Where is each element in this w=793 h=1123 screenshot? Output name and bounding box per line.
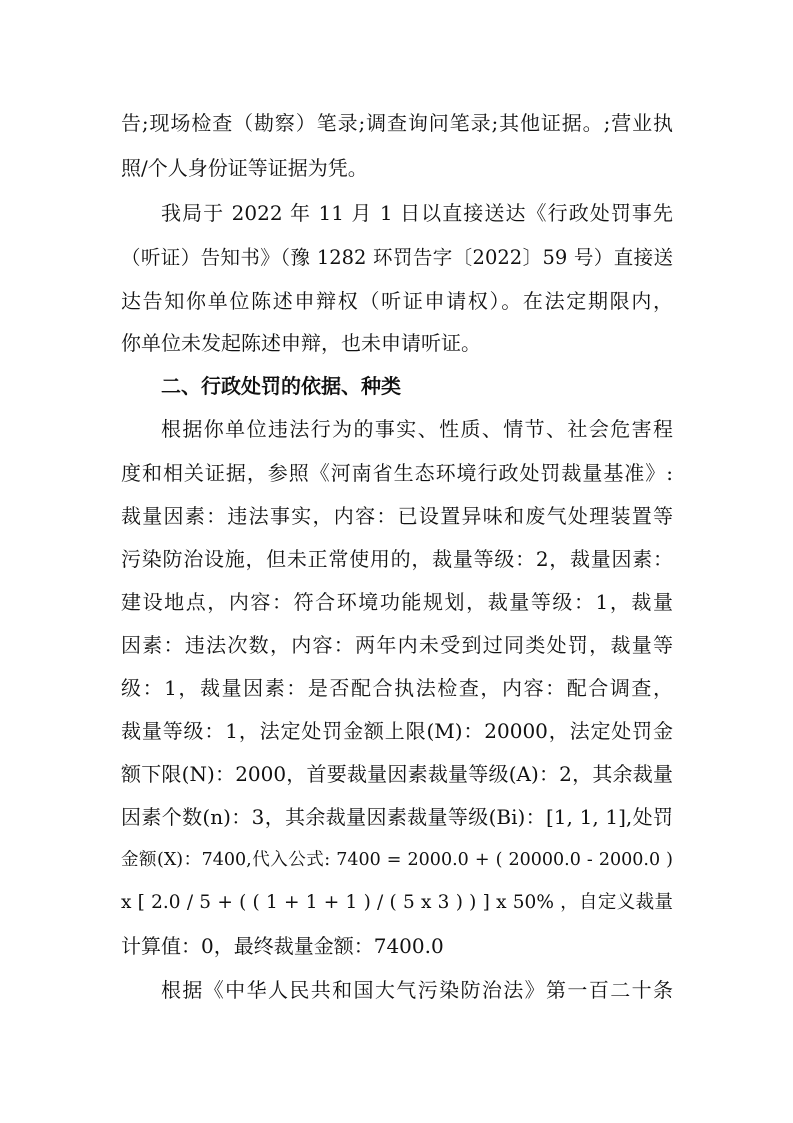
text-line: 我局于 2022 年 11 月 1 日以直接送达《行政处罚事先 [161,201,673,225]
text-line: 计算值：0，最终裁量金额：7400.0 [121,934,444,958]
text-line: 达告知你单位陈述申辩权（听证申请权）。在法定期限内， [121,289,673,313]
text-line: 额下限(N)：2000，首要裁量因素裁量等级(A)：2，其余裁量 [121,762,673,786]
text-line: 告;现场检查（勘察）笔录;调查询问笔录;其他证据。;营业执 [121,111,673,135]
text-line: 因素个数(n)：3，其余裁量因素裁量等级(Bi)：[1, 1, 1],处罚 [121,805,673,829]
text-line: 根据你单位违法行为的事实、性质、情节、社会危害程 [161,417,673,441]
text-line: 根据《中华人民共和国大气污染防治法》第一百二十条 [161,978,673,1002]
text-line: x [ 2.0 / 5 + ( ( 1 + 1 + 1 ) / ( 5 x 3 ) ) ] x 50% ，自定义裁量 [121,892,673,913]
text-line: 照/个人身份证等证据为凭。 [121,156,368,180]
text-line: 因素：违法次数，内容：两年内未受到过同类处罚，裁量等 [121,633,673,657]
section-heading: 二、行政处罚的依据、种类 [161,374,401,398]
text-line: 建设地点，内容：符合环境功能规划，裁量等级：1，裁量 [121,590,673,614]
text-line: 污染防治设施，但未正常使用的，裁量等级：2，裁量因素： [121,547,673,571]
text-line: 金额(X)：7400,代入公式: 7400 = 2000.0 + ( 20000.0 - 2000.0 ) [121,850,673,870]
text-line: 裁量因素：违法事实，内容：已设置异味和废气处理装置等 [121,504,673,528]
text-line: 你单位未发起陈述申辩，也未申请听证。 [121,331,481,355]
text-line: 级：1，裁量因素：是否配合执法检查，内容：配合调查， [121,676,673,700]
text-line: （听证）告知书》（豫 1282 环罚告字〔2022〕59 号）直接送 [121,246,673,269]
text-line: 裁量等级：1，法定处罚金额上限(M)：20000，法定处罚金 [121,719,673,743]
text-line: 度和相关证据，参照《河南省生态环境行政处罚裁量基准》: [121,461,673,485]
